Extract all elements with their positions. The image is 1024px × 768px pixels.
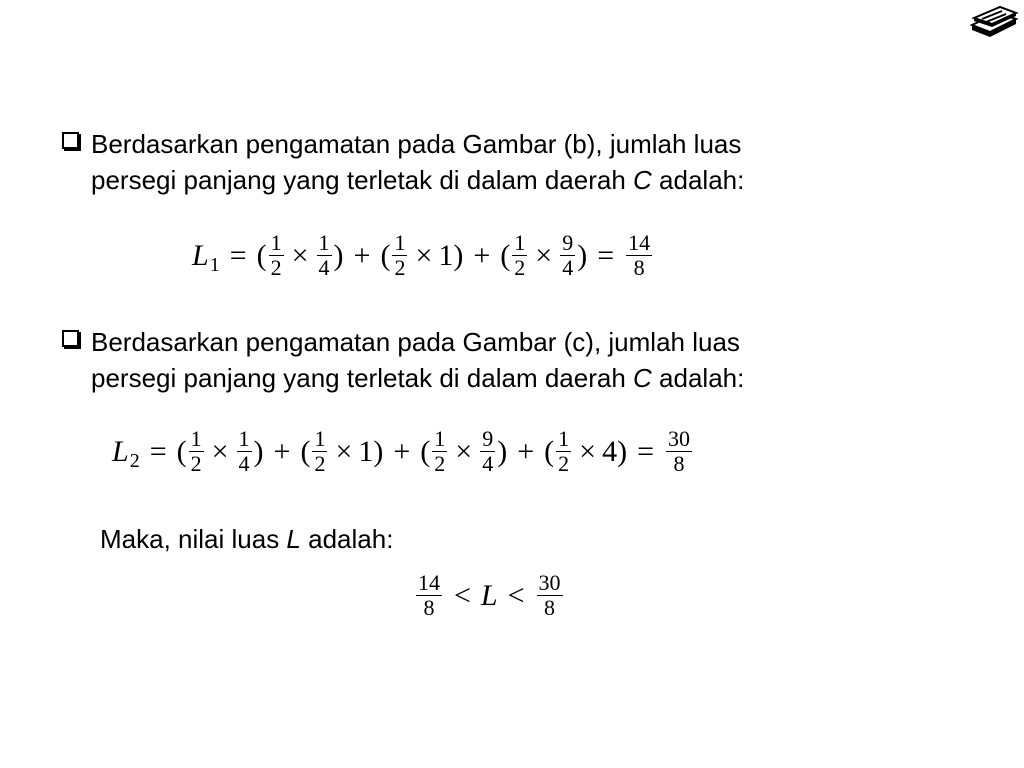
- variable-c: C: [633, 363, 652, 393]
- bullet-line-1: Berdasarkan pengamatan pada Gambar (b), jumlah luas: [91, 129, 742, 159]
- bullet-text: [91, 324, 744, 396]
- variable-l: L: [286, 524, 301, 554]
- equation-l2: L 2 = ( $\frac{1}{2}$ × $\frac{1}{4}$ ) + ( $\frac{1}{2}$ × 1 ) + ( $\frac{1}{2}$ × $\frac{9}{4}$ ) + ( $\frac{1}{2}$ × 4 ) = $\frac{30}{8}$: [112, 426, 690, 476]
- checkbox-bullet-icon: [62, 132, 79, 149]
- fraction: $\frac{9}{4}$: [562, 230, 574, 280]
- variable-l: L: [480, 578, 498, 612]
- bullet-line-2: persegi panjang yang terletak di dalam daerah C adalah:: [91, 363, 745, 393]
- fraction: $\frac{1}{2}$: [434, 426, 446, 476]
- equation-l1: L 1 = ( $\frac{1}{2}$ × $\frac{1}{4}$ ) + ( $\frac{1}{2}$ × 1 ) + ( $\frac{1}{2}$ × $\frac{9}{4}$ ) = $\frac{14}{8}$: [192, 230, 651, 280]
- conclusion-text: Maka, nilai luas L adalah:: [100, 524, 394, 554]
- fraction: $\frac{1}{2}$: [190, 426, 202, 476]
- fraction: $\frac{1}{2}$: [558, 426, 570, 476]
- result-fraction: $\frac{30}{8}$: [667, 426, 690, 476]
- books-stack-icon: [968, 5, 1020, 39]
- checkbox-bullet-icon: [62, 330, 79, 347]
- bullet-line-2: persegi panjang yang terletak di dalam daerah C adalah:: [91, 165, 745, 195]
- bullet-1: [62, 126, 1002, 198]
- bullet-2: [62, 324, 1002, 396]
- fraction: $\frac{1}{4}$: [318, 230, 330, 280]
- bullet-line-1: Berdasarkan pengamatan pada Gambar (c), jumlah luas: [91, 327, 740, 357]
- result-fraction: $\frac{14}{8}$: [628, 230, 651, 280]
- fraction: $\frac{1}{2}$: [514, 230, 526, 280]
- fraction: $\frac{1}{4}$: [238, 426, 250, 476]
- variable-c: C: [633, 165, 652, 195]
- inequality: $\frac{14}{8}$ < L < $\frac{30}{8}$: [418, 570, 561, 620]
- right-fraction: $\frac{30}{8}$: [538, 570, 561, 620]
- fraction: $\frac{1}{2}$: [314, 426, 326, 476]
- bullet-text: [91, 126, 744, 198]
- fraction: $\frac{1}{2}$: [270, 230, 282, 280]
- fraction: $\frac{1}{2}$: [394, 230, 406, 280]
- left-fraction: $\frac{14}{8}$: [418, 570, 440, 620]
- fraction: $\frac{9}{4}$: [482, 426, 494, 476]
